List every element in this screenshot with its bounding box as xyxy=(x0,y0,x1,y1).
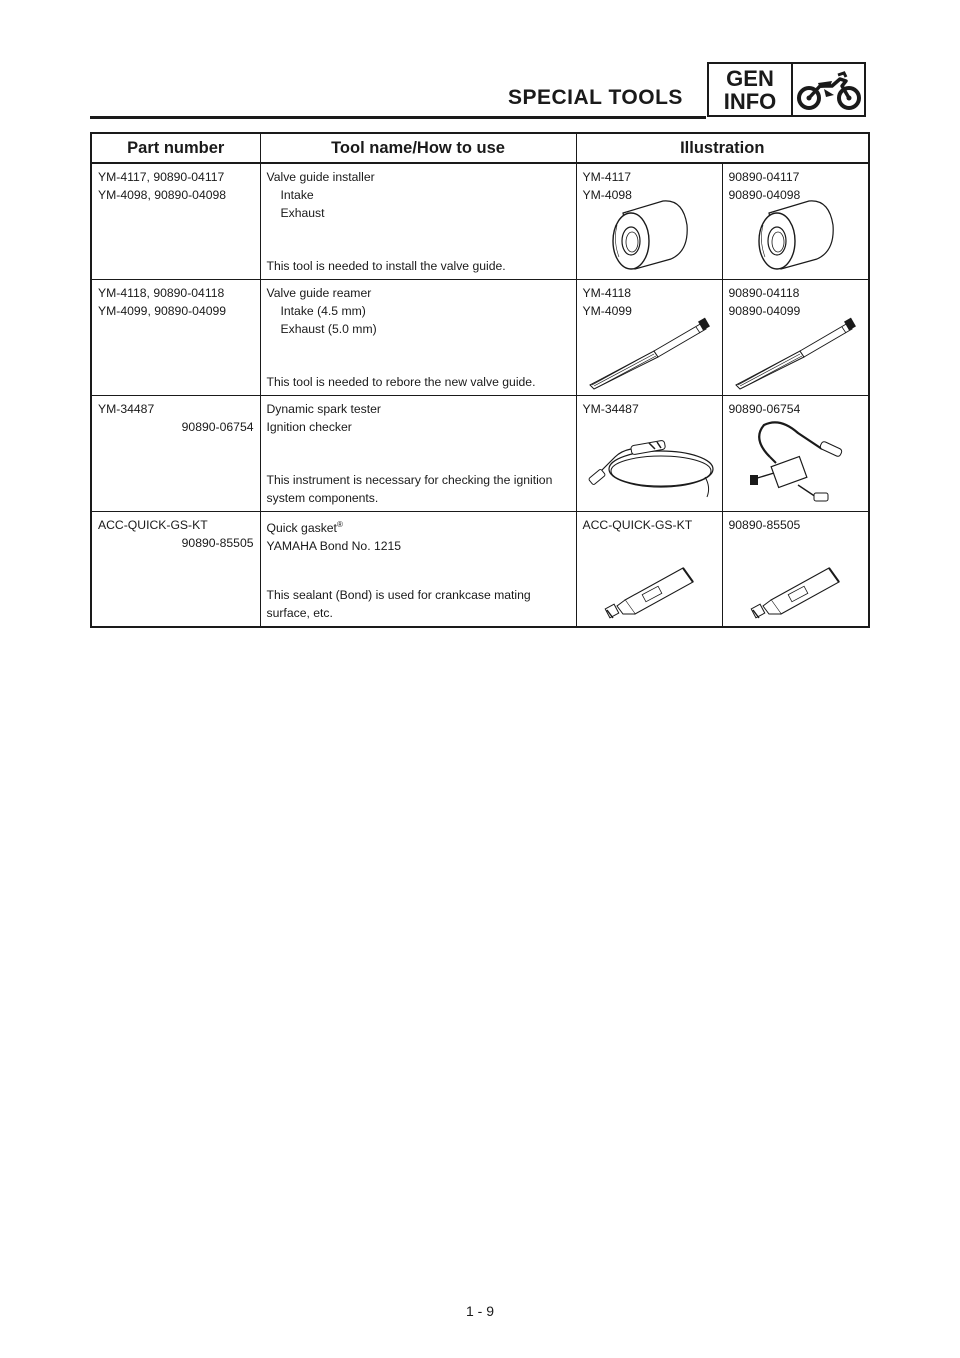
part-number: ACC-QUICK-GS-KT xyxy=(98,517,208,532)
part-number-cell xyxy=(91,395,260,511)
tool-usage xyxy=(267,586,570,622)
table-row xyxy=(91,163,869,279)
illustration-label: 90890-85505 xyxy=(728,517,801,532)
part-number: YM-4118, 90890-04118 xyxy=(98,285,225,300)
spark-tester-icon xyxy=(577,421,722,507)
valve-guide-installer-icon xyxy=(577,195,722,275)
column-header-tool-name: Tool name/How to use xyxy=(260,133,576,163)
illustration-label: 90890-06754 xyxy=(728,401,801,416)
section-badge xyxy=(707,62,866,117)
tool-cell xyxy=(260,395,576,511)
tool-usage: This tool is needed to rebore the new valve guide. xyxy=(266,374,536,389)
part-number: 90890-06754 xyxy=(181,419,254,434)
page-number: 1 - 9 xyxy=(465,1303,494,1319)
valve-guide-reamer-icon xyxy=(577,307,722,391)
ignition-checker-icon xyxy=(723,417,869,507)
tool-subitem: Exhaust (5.0 mm) xyxy=(280,321,377,336)
tool-name-line xyxy=(267,516,570,537)
sealant-tube-icon xyxy=(723,560,869,622)
tool-subitem: Intake (4.5 mm) xyxy=(280,303,366,318)
part-number-cell xyxy=(91,279,260,395)
tool-usage xyxy=(267,471,570,507)
illustration-cell xyxy=(722,511,869,627)
valve-guide-installer-icon xyxy=(723,195,869,275)
tool-cell xyxy=(260,511,576,627)
column-header-part-number: Part number xyxy=(91,133,260,163)
tool-cell xyxy=(260,163,576,279)
tool-usage-line: This instrument is necessary for checking the ignition xyxy=(266,472,553,487)
part-number-cell xyxy=(91,511,260,627)
tool-name: Quick gasket xyxy=(266,520,337,535)
tool-cell xyxy=(260,279,576,395)
illustration-label: YM-4117 xyxy=(582,170,632,184)
tool-subitem: Intake xyxy=(280,188,314,202)
table-row xyxy=(91,511,869,627)
title-rule xyxy=(90,116,706,119)
illustration-cell xyxy=(576,279,722,395)
badge-text xyxy=(709,64,793,115)
illustration-label: ACC-QUICK-GS-KT xyxy=(582,517,693,532)
tool-usage: This tool is needed to install the valve guide. xyxy=(266,258,506,273)
illustration-label: YM-4098 xyxy=(582,188,632,202)
tool-usage-line: This sealant (Bond) is used for crankcase mating xyxy=(266,588,531,602)
part-number: 90890-85505 xyxy=(181,535,254,550)
page-title: SPECIAL TOOLS xyxy=(508,86,683,109)
motorcycle-icon xyxy=(793,64,864,115)
tool-subitem: Exhaust xyxy=(280,206,325,220)
tool-subitem: YAMAHA Bond No. 1215 xyxy=(266,538,402,553)
illustration-label: YM-34487 xyxy=(582,401,639,416)
illustration-label: YM-4099 xyxy=(582,303,632,318)
valve-guide-reamer-icon xyxy=(723,307,869,391)
table-row xyxy=(91,395,869,511)
part-number: YM-4098, 90890-04098 xyxy=(98,188,227,202)
sealant-tube-icon xyxy=(577,560,722,622)
badge-line-1: GEN xyxy=(726,65,774,91)
illustration-cell xyxy=(722,279,869,395)
illustration-cell xyxy=(722,395,869,511)
tool-usage-line: system components. xyxy=(266,490,379,505)
tool-name: Dynamic spark tester xyxy=(266,401,381,416)
illustration-label: 90890-04117 xyxy=(728,170,800,184)
part-number: YM-4117, 90890-04117 xyxy=(98,170,225,184)
tool-subitem: Ignition checker xyxy=(266,419,352,434)
part-number-cell xyxy=(91,163,260,279)
part-number: YM-4099, 90890-04099 xyxy=(98,303,227,318)
illustration-cell xyxy=(722,163,869,279)
illustration-label: YM-4118 xyxy=(582,285,632,300)
badge-line-2: INFO xyxy=(723,88,777,114)
table-header-row xyxy=(91,133,869,163)
illustration-cell xyxy=(576,163,722,279)
column-header-illustration: Illustration xyxy=(576,133,869,163)
tool-name: Valve guide reamer xyxy=(266,285,372,300)
tool-name: Valve guide installer xyxy=(266,170,375,184)
illustration-label: 90890-04099 xyxy=(728,303,801,318)
illustration-label: 90890-04118 xyxy=(728,285,800,300)
table-row xyxy=(91,279,869,395)
registered-mark: ® xyxy=(336,519,343,529)
special-tools-table xyxy=(90,132,870,628)
tool-usage-line: surface, etc. xyxy=(266,606,333,620)
part-number: YM-34487 xyxy=(98,401,155,416)
illustration-label: 90890-04098 xyxy=(728,188,801,202)
illustration-cell xyxy=(576,511,722,627)
illustration-cell xyxy=(576,395,722,511)
